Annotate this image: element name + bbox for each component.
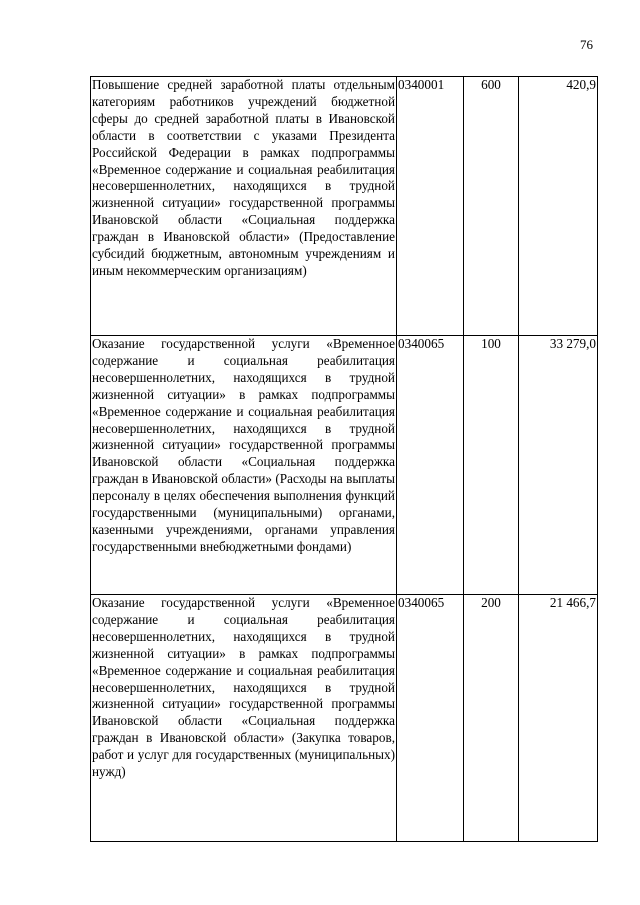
table-row xyxy=(91,77,598,336)
expense-type-cell: 600 xyxy=(464,77,519,336)
target-code-cell: 0340001 xyxy=(397,77,464,336)
expense-name-cell: Оказание государственной услуги «Временное содержание и социальная реабилитация несовершеннолетних, находящихся в трудной жизненной ситуации» в рамках подпрограммы «Временное содержание и социальная реабилитация несовершеннолетних, находящихся в трудной жизненной ситуации» государственной программы Ивановской области «Социальная поддержка граждан в Ивановской области» (Закупка товаров, работ и услуг для государственных (муниципальных) нужд) xyxy=(91,595,397,842)
page-number: 76 xyxy=(580,37,593,52)
amount-cell: 420,9 xyxy=(519,77,598,336)
budget-table xyxy=(90,76,598,842)
target-code-cell: 0340065 xyxy=(397,336,464,595)
expense-type-cell: 100 xyxy=(464,336,519,595)
amount-cell: 33 279,0 xyxy=(519,336,598,595)
table-row xyxy=(91,595,598,842)
expense-type-cell: 200 xyxy=(464,595,519,842)
expense-name-cell: Повышение средней заработной платы отдельным категориям работников учреждений бюджетной сферы до средней заработной платы в Ивановской области в соответствии с указами Президента Российской Федерации в рамках подпрограммы «Временное содержание и социальная реабилитация несовершеннолетних, находящихся в трудной жизненной ситуации» государственной программы Ивановской области «Социальная поддержка граждан в Ивановской области» (Предоставление субсидий бюджетным, автономным учреждениям и иным некоммерческим организациям) xyxy=(91,77,397,336)
expense-name-cell: Оказание государственной услуги «Временное содержание и социальная реабилитация несовершеннолетних, находящихся в трудной жизненной ситуации» в рамках подпрограммы «Временное содержание и социальная реабилитация несовершеннолетних, находящихся в трудной жизненной ситуации» государственной программы Ивановской области «Социальная поддержка граждан в Ивановской области» (Расходы на выплаты персоналу в целях обеспечения выполнения функций государственными (муниципальными) органами, казенными учреждениями, органами управления государственными внебюджетными фондами) xyxy=(91,336,397,595)
amount-cell: 21 466,7 xyxy=(519,595,598,842)
table-row xyxy=(91,336,598,595)
target-code-cell: 0340065 xyxy=(397,595,464,842)
